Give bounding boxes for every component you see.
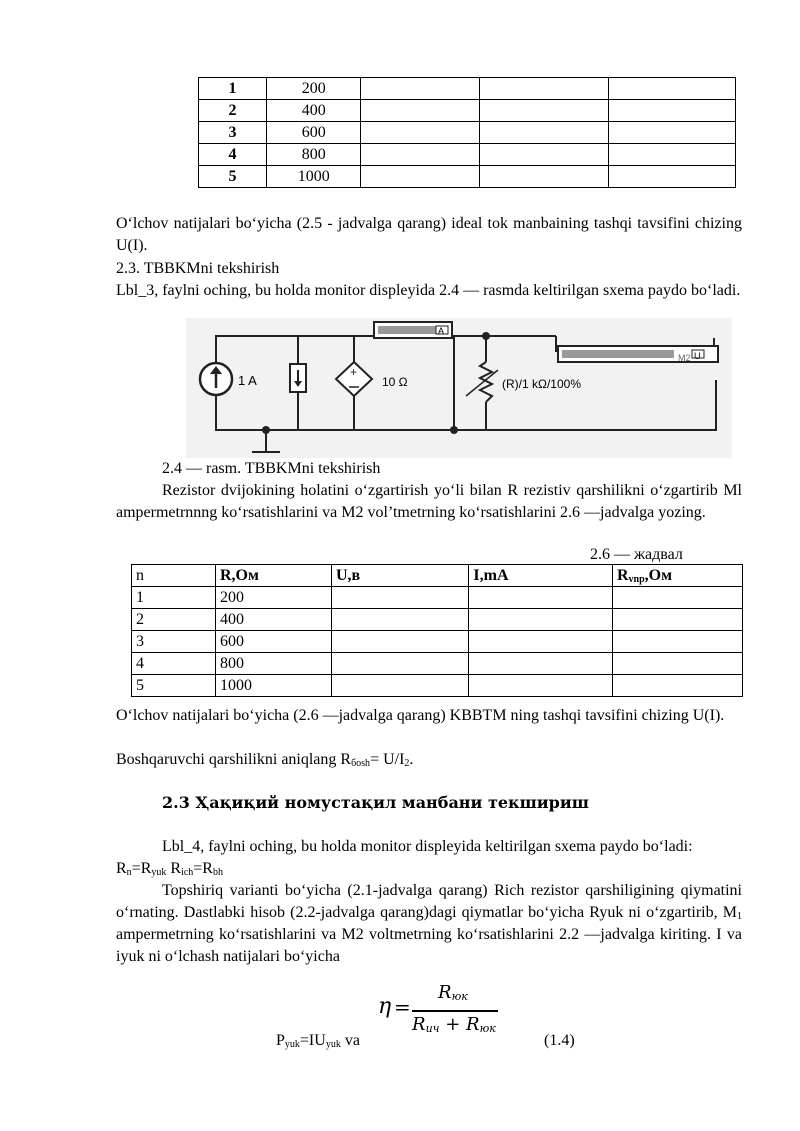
- formula-power: $P_{yuk}=IU_{yuk}$ va: [276, 1032, 360, 1050]
- row-value: 200: [267, 78, 361, 100]
- header-r: R,Ом: [215, 565, 331, 587]
- current-source-icon: [200, 363, 232, 395]
- row-value: 600: [267, 122, 361, 144]
- formula-efficiency: η = $R_{юк}$ $R_{ич} + R_{юк}$: [378, 982, 508, 1042]
- formula-denominator: $R_{ич} + R_{юк}$: [412, 1014, 496, 1035]
- header-i: I,mA: [469, 565, 613, 587]
- table-row: 2 400: [132, 609, 743, 631]
- dependent-source-box-icon: [290, 364, 306, 392]
- table-row: [199, 166, 736, 188]
- source-label: 1 A: [238, 373, 257, 388]
- row-value: 1000: [267, 166, 361, 188]
- m2-label: M2: [678, 353, 691, 363]
- row-value: 400: [267, 100, 361, 122]
- header-n: n: [132, 565, 216, 587]
- row-value: 800: [267, 144, 361, 166]
- table-row: [199, 100, 736, 122]
- eta-symbol: η: [378, 994, 392, 1019]
- paragraph-control-resistance: Boshqaruvchi qarshilikni aniqlang $R_{бosh}= U/I_2$.: [116, 751, 414, 769]
- section-heading-real-source: 2.3 Ҳақиқий номустақил манбани текшириш: [162, 793, 589, 812]
- table-row: [199, 78, 736, 100]
- table-row: 4 800: [132, 653, 743, 675]
- table-row: 3 600: [132, 631, 743, 653]
- paragraph-external-characteristic: O‘lchov natijalari bo‘yicha (2.5 - jadvalga qarang) ideal tok manbaining tashqi tavsifini chizing U(I).: [116, 215, 742, 254]
- ammeter-label: A: [438, 326, 445, 336]
- svg-text:+: +: [350, 365, 358, 379]
- potentiometer-label: (R)/1 kΩ/100%: [502, 377, 581, 391]
- table-header-row: [132, 565, 743, 587]
- figure-caption: 2.4 — rasm. TBBKMni tekshirish: [162, 460, 381, 477]
- paragraph-rezistor: Rezistor dvijokining holatini o‘zgartirish yo‘li bilan R rezistiv qarshilikni o‘zgartirib Ml ampermetrnnng ko‘rsatishlarini va M2 vol’tmetrning ko‘rsatishlarini 2.6 —jadvalga yozing.: [116, 482, 742, 521]
- voltmeter-label: U: [694, 351, 701, 361]
- table-row: 1 200: [132, 587, 743, 609]
- header-rvnp: $R_{vnp},Ом$: [612, 565, 742, 587]
- table-row: [199, 144, 736, 166]
- circuit-schematic: [186, 318, 732, 458]
- section-heading-2-3: 2.3. TBBKMni tekshirish: [116, 260, 280, 277]
- table-main: [131, 564, 743, 697]
- table-row: [199, 122, 736, 144]
- resistor-label: 10 Ω: [382, 375, 408, 389]
- formula-numerator: $R_{юк}$: [438, 982, 468, 1003]
- row-number: 1: [199, 78, 267, 100]
- header-u: U,в: [331, 565, 468, 587]
- paragraph-lbl4: Lbl_4, faylni oching, bu holda monitor displeyida keltirilgan sxema paydo bo‘ladi: $R_n=R_{yuk}$ $R_{ich}=R_{bh}$: [116, 838, 693, 878]
- paragraph-topshiriq: Topshiriq varianti bo‘yicha (2.1-jadvalga qarang) Rich rezistor qarshiligining qiymatini o‘rnating. Dastlabki hisob (2.2-jadvalga qarang)dagi qiymatlar bo‘yicha Ryuk ni o‘zgartirib, $M_1$ ampermetrning ko‘rsatishlarini va M2 voltmetrning ko‘rsatishlarini 2.2 —jadvalga kiriting. I va iyuk ni o‘lchash natijalari bo‘yicha: [116, 882, 742, 965]
- row-number: 4: [199, 144, 267, 166]
- row-number: 2: [199, 100, 267, 122]
- table-top: [198, 77, 736, 188]
- paragraph-open-file: Lbl_3, faylni oching, bu holda monitor displeyida 2.4 — rasmda keltirilgan sxema paydo bo‘ladi.: [116, 282, 741, 299]
- formula-number: (1.4): [544, 1032, 575, 1049]
- paragraph-kbbtm: O‘lchov natijalari bo‘yicha (2.6 —jadvalga qarang) KBBTM ning tashqi tavsifini chizing U(I).: [116, 707, 725, 724]
- row-number: 5: [199, 166, 267, 188]
- row-number: 3: [199, 122, 267, 144]
- table-caption: 2.6 — жадвал: [590, 546, 683, 563]
- table-row: 5 1000: [132, 675, 743, 697]
